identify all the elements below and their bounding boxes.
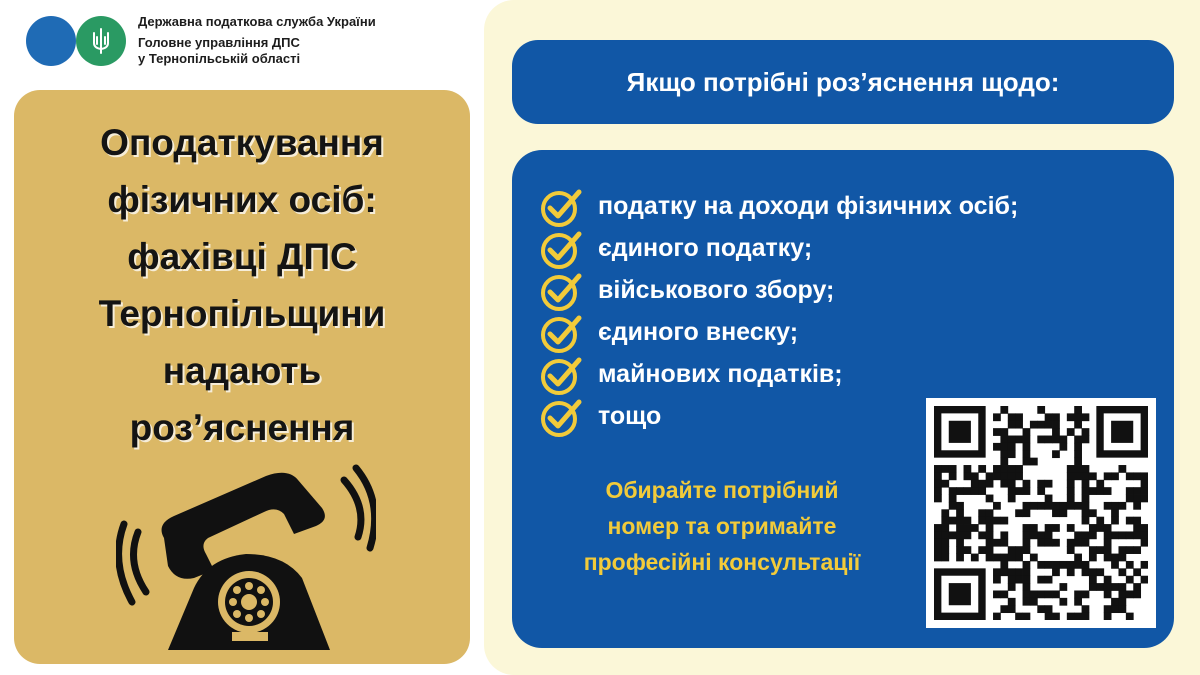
- qr-code[interactable]: [926, 398, 1156, 628]
- topics-card: [512, 150, 1174, 648]
- left-card: [14, 90, 470, 664]
- title-line: Тернопільщини: [98, 293, 386, 334]
- call-to-action: [524, 472, 920, 580]
- page-title: [14, 114, 470, 456]
- cta-line: номер та отримайте: [607, 513, 837, 539]
- check-circle-icon: [538, 268, 584, 314]
- topic-label: податку на доходи фізичних осіб;: [598, 192, 1019, 220]
- check-circle-icon: [538, 352, 584, 398]
- topic-label: єдиного внеску;: [598, 318, 799, 346]
- check-circle-icon: [538, 226, 584, 272]
- question-banner: Якщо потрібні роз’яснення щодо:: [512, 40, 1174, 124]
- check-circle-icon: [538, 394, 584, 440]
- org-region: у Тернопільській області: [138, 51, 301, 66]
- check-circle-icon: [538, 310, 584, 356]
- check-circle-icon: [538, 184, 584, 230]
- trident-logo: [76, 16, 126, 66]
- org-department: Головне управління ДПС: [138, 35, 300, 50]
- header: [26, 14, 466, 74]
- topic-label: єдиного податку;: [598, 234, 813, 262]
- topic-label: тощо: [598, 402, 662, 430]
- title-line: фізичних осіб:: [107, 179, 377, 220]
- topic-label: майнових податків;: [598, 360, 843, 388]
- org-name: Державна податкова служба України: [138, 14, 376, 29]
- blue-circle-logo: [26, 16, 76, 66]
- title-line: роз’яснення: [129, 407, 355, 448]
- rotary-telephone-icon: [116, 462, 376, 652]
- topic-label: військового збору;: [598, 276, 835, 304]
- title-line: Оподаткування: [100, 122, 384, 163]
- cta-line: професійні консультації: [583, 549, 861, 575]
- title-line: фахівці ДПС: [127, 236, 357, 277]
- title-line: надають: [162, 350, 322, 391]
- cta-line: Обирайте потрібний: [605, 477, 839, 503]
